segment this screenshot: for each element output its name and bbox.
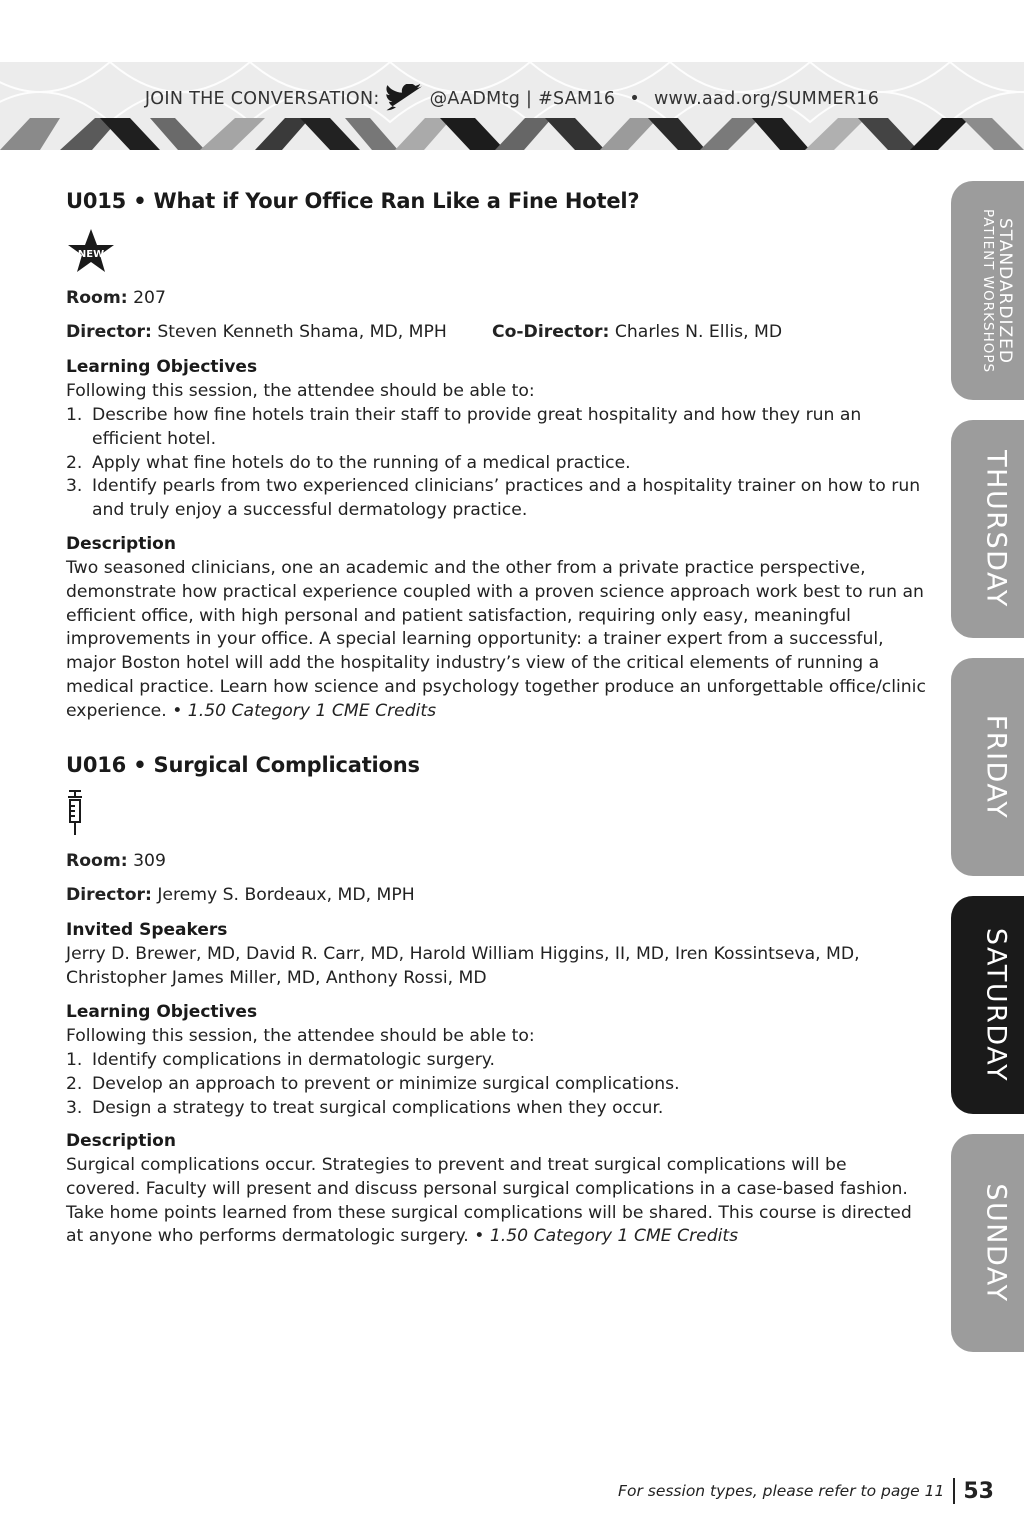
- page-number: 53: [963, 1478, 994, 1504]
- tab-label: THURSDAY: [980, 450, 1012, 608]
- description-body: Two seasoned clinicians, one an academic and the other from a private practice perspective, demonstrate how practical experience coupled with a proven science approach work best to run an efficient office, with high personal and patient satisfaction, requiring only easy, meaningful improvements in your office. A special learning opportunity: a trainer expert from a successful, major Boston hotel will add the hospitality industry’s view of the critical elements of running a medical practice. Learn how science and psychology together produce an unforgettable office/clinic experience.: [66, 558, 926, 721]
- header-banner: [0, 62, 1024, 150]
- tab-label: SATURDAY: [980, 927, 1012, 1083]
- item-number: 1.: [66, 1050, 83, 1070]
- objectives-heading: Learning Objectives: [66, 1002, 258, 1022]
- objectives-list: [66, 1049, 926, 1120]
- new-badge-text: NEW: [77, 249, 105, 260]
- cme-credits: • 1.50 Category 1 CME Credits: [172, 700, 437, 721]
- room-label: Room:: [66, 288, 128, 308]
- tab-friday[interactable]: [951, 658, 1024, 876]
- objectives-intro: Following this session, the attendee should be able to:: [66, 381, 535, 401]
- speakers-text: Jerry D. Brewer, MD, David R. Carr, MD, Harold William Higgins, II, MD, Iren Kossintseva, MD, Christopher James Miller, MD, Anthony Rossi, MD: [66, 944, 860, 988]
- speakers-heading: Invited Speakers: [66, 920, 228, 940]
- item-text: Identify complications in dermatologic surgery.: [92, 1050, 495, 1070]
- item-number: 1.: [66, 405, 83, 425]
- objectives-list: [66, 404, 926, 523]
- description-heading: Description: [66, 1131, 176, 1151]
- room-value: 207: [133, 288, 166, 308]
- room-line: [66, 288, 166, 308]
- banner-text: [0, 84, 1024, 114]
- director-line: [66, 322, 447, 342]
- item-number: 3.: [66, 1097, 83, 1118]
- objectives-heading: Learning Objectives: [66, 357, 258, 377]
- social-handles: @AADMtg | #SAM16: [429, 89, 616, 109]
- codirector-value: Charles N. Ellis, MD: [614, 322, 783, 342]
- list-item: [66, 452, 926, 476]
- item-number: 2.: [66, 452, 83, 473]
- director-value: Jeremy S. Bordeaux, MD, MPH: [157, 885, 415, 905]
- tab-standardized-patient-workshops[interactable]: [951, 181, 1024, 400]
- tab-label: [979, 208, 1013, 372]
- tab-label-line2: PATIENT WORKSHOPS: [980, 208, 996, 373]
- list-item: [66, 1097, 926, 1121]
- footer-note: For session types, please refer to page 11: [618, 1482, 945, 1500]
- tab-label: FRIDAY: [980, 714, 1012, 820]
- list-item: [66, 1073, 926, 1097]
- item-text: Identify pearls from two experienced clinicians’ practices and a hospitality trainer on how to run and truly enjoy a successful dermatology practice.: [92, 476, 921, 521]
- item-text: Describe how fine hotels train their staff to provide great hospitality and how they run an efficient hotel.: [92, 405, 862, 449]
- list-item: [66, 475, 926, 523]
- item-text: Develop an approach to prevent or minimize surgical complications.: [92, 1073, 680, 1094]
- item-text: Apply what fine hotels do to the running of a medical practice.: [92, 452, 631, 473]
- description-text: [66, 557, 926, 724]
- codirector-line: [492, 322, 782, 342]
- tab-saturday[interactable]: [951, 896, 1024, 1114]
- item-number: 3.: [66, 476, 83, 497]
- list-item: [66, 1049, 926, 1073]
- description-text: [66, 1154, 926, 1249]
- objectives-intro: Following this session, the attendee should be able to:: [66, 1026, 535, 1046]
- item-text: Design a strategy to treat surgical complications when they occur.: [92, 1097, 664, 1118]
- tab-label-line1: STANDARDIZED: [995, 217, 1015, 364]
- item-number: 2.: [66, 1073, 83, 1094]
- description-heading: Description: [66, 534, 176, 554]
- codirector-label: Co-Director:: [492, 322, 610, 342]
- website-url[interactable]: www.aad.org/SUMMER16: [653, 89, 880, 109]
- syringe-icon: [66, 789, 84, 837]
- room-label: Room:: [66, 851, 128, 871]
- description-body: Surgical complications occur. Strategies to prevent and treat surgical complications will be covered. Faculty will present and discuss personal surgical complications in a case-based fashion. Take home points learned from these surgical complications will be shared. This course is directed at anyone who performs dermatologic surgery.: [66, 1155, 912, 1247]
- room-line: [66, 851, 166, 871]
- session-title: U015 • What if Your Office Ran Like a Fine Hotel?: [66, 189, 640, 213]
- director-label: Director:: [66, 322, 152, 342]
- director-line: [66, 885, 415, 905]
- page-footer: [618, 1478, 994, 1504]
- new-star-icon: [66, 228, 116, 278]
- room-value: 309: [133, 851, 166, 871]
- tab-label: SUNDAY: [980, 1183, 1012, 1303]
- tab-sunday[interactable]: [951, 1134, 1024, 1352]
- join-text: JOIN THE CONVERSATION:: [144, 89, 380, 109]
- session-title: U016 • Surgical Complications: [66, 753, 420, 777]
- bullet: •: [629, 89, 640, 109]
- tab-thursday[interactable]: [951, 420, 1024, 638]
- director-value: Steven Kenneth Shama, MD, MPH: [157, 322, 447, 342]
- director-label: Director:: [66, 885, 152, 905]
- list-item: [66, 404, 926, 452]
- cme-credits: • 1.50 Category 1 CME Credits: [474, 1226, 739, 1247]
- twitter-bird-icon: [386, 84, 424, 114]
- footer-divider: [953, 1478, 955, 1504]
